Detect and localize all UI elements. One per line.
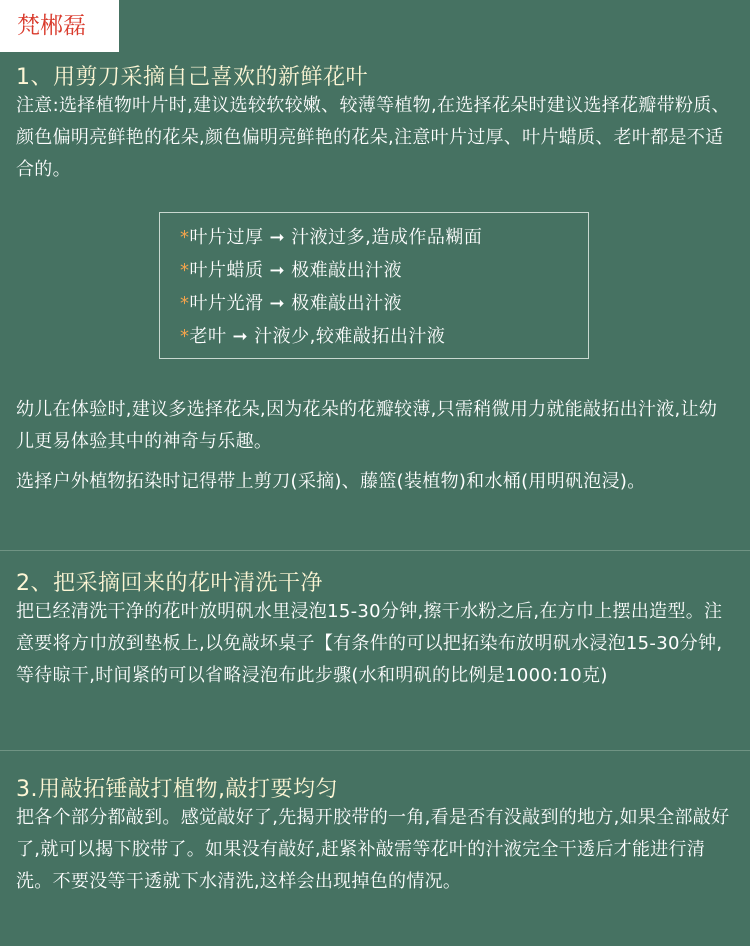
- box-row-condition: 叶片光滑: [189, 293, 264, 314]
- section-1-outdoor-tip: 选择户外植物拓染时记得带上剪刀(采摘)、藤篮(装植物)和水桶(用明矾泡浸)。: [16, 471, 646, 492]
- box-row: [160, 254, 588, 287]
- box-row-condition: 老叶: [189, 326, 227, 347]
- section-3-body: 把各个部分都敲到。感觉敲好了,先揭开胶带的一角,看是否有没敲到的地方,如果全部敲好了,就可以揭下胶带了。如果没有敲好,赶紧补敲需等花叶的汁液完全干透后才能进行清洗。不要没等干透就下水清洗,这样会出现掉色的情况。: [16, 807, 730, 892]
- section-divider: [0, 550, 750, 551]
- asterisk-icon: *: [180, 326, 190, 347]
- asterisk-icon: *: [180, 293, 190, 314]
- box-row: [160, 320, 588, 353]
- section-1-children-tip: 幼儿在体验时,建议多选择花朵,因为花朵的花瓣较薄,只需稍微用力就能敲拓出汁液,让幼儿更易体验其中的神奇与乐趣。: [16, 399, 718, 452]
- section-divider: [0, 750, 750, 751]
- section-1-heading: 1、用剪刀采摘自己喜欢的新鲜花叶: [16, 65, 368, 90]
- section-3-heading: 3.用敲拓锤敲打植物,敲打要均匀: [16, 777, 338, 802]
- box-row: [160, 287, 588, 320]
- asterisk-icon: *: [180, 227, 190, 248]
- section-1-note: 注意:选择植物叶片时,建议选较软较嫩、较薄等植物,在选择花朵时建议选择花瓣带粉质、颜色偏明亮鲜艳的花朵,颜色偏明亮鲜艳的花朵,注意叶片过厚、叶片蜡质、老叶都是不适合的。: [16, 95, 730, 180]
- box-row-condition: 叶片蜡质: [189, 260, 264, 281]
- box-row-result: 汁液过多,造成作品糊面: [291, 227, 483, 248]
- arrow-right-icon: ➞: [269, 293, 286, 314]
- box-row-result: 极难敲出汁液: [291, 260, 403, 281]
- section-2-heading: 2、把采摘回来的花叶清洗干净: [16, 571, 323, 596]
- unsuitable-leaves-box: [159, 212, 589, 359]
- brand-tag: 梵郴磊: [0, 0, 119, 52]
- arrow-right-icon: ➞: [269, 227, 286, 248]
- asterisk-icon: *: [180, 260, 190, 281]
- box-row-condition: 叶片过厚: [189, 227, 264, 248]
- arrow-right-icon: ➞: [269, 260, 286, 281]
- box-row-result: 汁液少,较难敲拓出汁液: [254, 326, 446, 347]
- section-2-body: 把已经清洗干净的花叶放明矾水里浸泡15-30分钟,擦干水粉之后,在方巾上摆出造型。注意要将方巾放到垫板上,以免敲坏桌子【有条件的可以把拓染布放明矾水浸泡15-30分钟,等待晾干,时间紧的可以省略浸泡布此步骤(水和明矾的比例是1000:10克): [16, 601, 723, 686]
- arrow-right-icon: ➞: [232, 326, 249, 347]
- box-row: [160, 221, 588, 254]
- box-row-result: 极难敲出汁液: [291, 293, 403, 314]
